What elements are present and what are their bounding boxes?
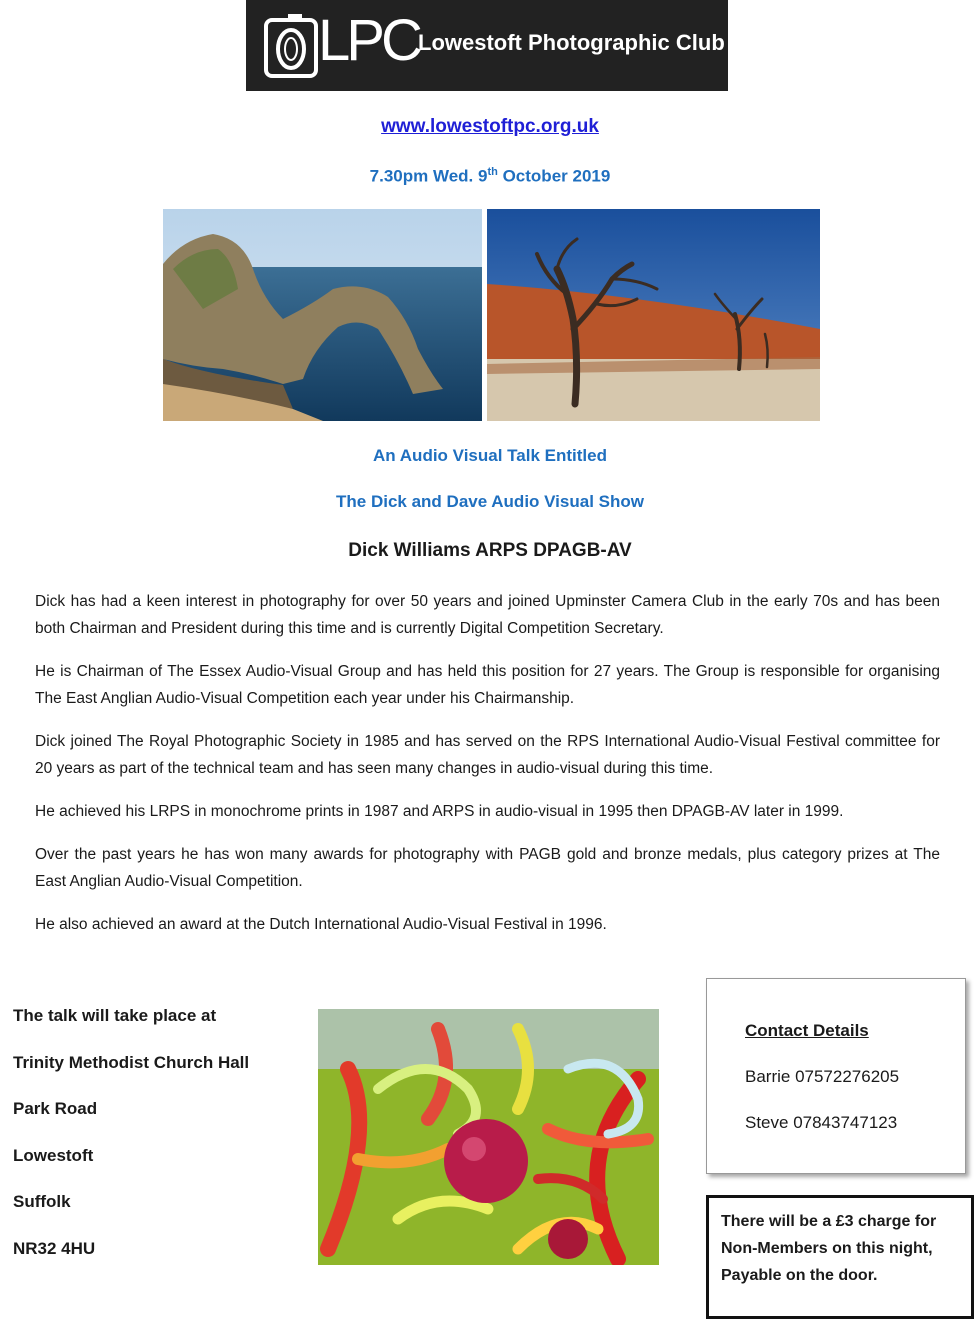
- bio-paragraph: He is Chairman of The Essex Audio-Visual Group and has held this position for 27 years. The Group is responsible for organising The East Anglian Audio-Visual Competition each year under his Chairmanship.: [35, 663, 940, 707]
- venue-line: Suffolk: [13, 1192, 71, 1211]
- website-link[interactable]: www.lowestoftpc.org.uk: [381, 116, 599, 137]
- charge-line: Non-Members on this night,: [721, 1240, 933, 1257]
- contact-title: Contact Details: [745, 1021, 869, 1040]
- venue-details: [13, 1004, 249, 1283]
- talk-intro: An Audio Visual Talk Entitled: [373, 446, 607, 465]
- charge-notice-box: [706, 1195, 974, 1319]
- bio-paragraph: Dick has had a keen interest in photography for over 50 years and joined Upminster Camera Club in the early 70s and has been both Chairman and President during this time and is currently Digital Competition Secretary.: [35, 593, 940, 637]
- venue-line: The talk will take place at: [13, 1006, 217, 1025]
- desert-trees-photo: [487, 209, 820, 421]
- glass-sculpture-photo: [318, 1009, 659, 1265]
- speaker-name: Dick Williams ARPS DPAGB-AV: [348, 540, 632, 561]
- bio-paragraph: He achieved his LRPS in monochrome prints in 1987 and ARPS in audio-visual in 1995 then DPAGB-AV later in 1999.: [35, 803, 844, 820]
- event-date-main: 7.30pm Wed. 9: [369, 166, 488, 186]
- coastal-arch-photo: [163, 209, 482, 421]
- charge-line: Payable on the door.: [721, 1267, 878, 1284]
- contact-barrie: Barrie 07572276205: [745, 1067, 900, 1086]
- club-name: Lowestoft Photographic Club: [418, 30, 725, 55]
- charge-notice-text: [721, 1208, 936, 1289]
- bio-paragraph: He also achieved an award at the Dutch International Audio-Visual Festival in 1996.: [35, 916, 607, 933]
- venue-line: NR32 4HU: [13, 1238, 96, 1258]
- logo-letters: LPC: [318, 8, 419, 73]
- bio-paragraph: Over the past years he has won many awards for photography with PAGB gold and bronze medals, plus category prizes at The East Anglian Audio-Visual Competition.: [35, 846, 940, 890]
- talk-title: The Dick and Dave Audio Visual Show: [336, 492, 644, 511]
- venue-line: Park Road: [13, 1099, 98, 1118]
- contact-steve: Steve 07843747123: [745, 1113, 898, 1132]
- charge-line: There will be a £3 charge for: [721, 1213, 937, 1230]
- bio-paragraph: Dick joined The Royal Photographic Society in 1985 and has served on the RPS International Audio-Visual Festival committee for 20 years as part of the technical team and has seen many changes in audio-visual during this time.: [35, 733, 940, 777]
- venue-line: Trinity Methodist Church Hall: [13, 1052, 250, 1072]
- event-date: [0, 166, 980, 187]
- website-line: [0, 116, 980, 138]
- contact-details-box: [706, 978, 966, 1174]
- event-date-suffix: th: [487, 166, 498, 178]
- event-date-rest: October 2019: [497, 166, 611, 186]
- speaker-bio: [35, 588, 940, 954]
- venue-line: Lowestoft: [13, 1145, 94, 1165]
- club-banner: [246, 0, 728, 91]
